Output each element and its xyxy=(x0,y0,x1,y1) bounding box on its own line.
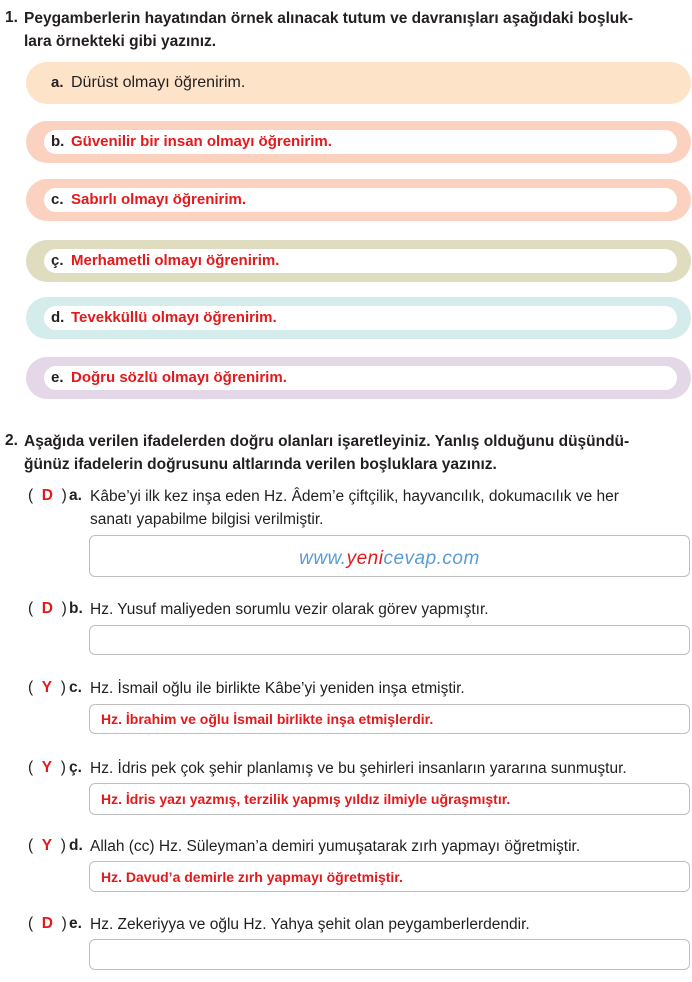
correction-field-e[interactable] xyxy=(89,939,690,970)
answer-text-b: Güvenilir bir insan olmayı öğrenirim. xyxy=(71,133,332,150)
answer-pill-c xyxy=(26,179,691,221)
item-text-b: Hz. Yusuf maliyeden sorumlu vezir olarak görev yapmıştır. xyxy=(90,601,489,618)
mark-value-d: Y xyxy=(41,837,53,854)
answer-text-d: Tevekküllü olmayı öğrenirim. xyxy=(71,309,277,326)
answer-text-cc: Merhametli olmayı öğrenirim. xyxy=(71,252,280,269)
answer-pill-e xyxy=(26,357,691,399)
correction-field-cc[interactable] xyxy=(89,783,690,815)
question-2-text-line1: Aşağıda verilen ifadelerden doğru olanları işaretleyiniz. Yanlış olduğunu düşündü- xyxy=(24,433,630,450)
answer-pill-d xyxy=(26,297,691,339)
item-letter-c: c. xyxy=(69,679,82,696)
true-false-mark-d: ( Y ) xyxy=(28,837,66,854)
item-text-a-line2: sanatı yapabilme bilgisi verilmiştir. xyxy=(90,511,324,528)
correction-text-c: Hz. İbrahim ve oğlu İsmail birlikte inşa etmişlerdir. xyxy=(101,711,434,727)
mark-value-c: Y xyxy=(41,679,53,696)
mark-value-a: D xyxy=(41,487,53,504)
answer-pill-a xyxy=(26,62,691,104)
correction-field-b[interactable] xyxy=(89,625,690,655)
answer-text-c: Sabırlı olmayı öğrenirim. xyxy=(71,191,247,208)
item-letter-a: a. xyxy=(69,487,82,504)
item-letter-e: e. xyxy=(69,915,82,932)
item-letter-d: d. xyxy=(69,837,83,854)
answer-label-cc: ç. xyxy=(51,252,64,269)
answer-label-c: c. xyxy=(51,191,64,208)
answer-label-a: a. xyxy=(51,74,64,91)
watermark: www.yenicevap.com xyxy=(299,548,480,569)
mark-value-e: D xyxy=(41,915,53,932)
answer-text-a: Dürüst olmayı öğrenirim. xyxy=(71,74,246,91)
mark-value-cc: Y xyxy=(41,759,53,776)
item-text-e: Hz. Zekeriyya ve oğlu Hz. Yahya şehit olan peygamberlerdendir. xyxy=(90,916,530,933)
question-1-text-line2: lara örnekteki gibi yazınız. xyxy=(24,33,217,50)
item-letter-b: b. xyxy=(69,600,83,617)
question-1-number: 1. xyxy=(5,9,18,26)
answer-pill-b xyxy=(26,121,691,163)
true-false-mark-a: ( D ) xyxy=(28,487,67,504)
question-1-text-line1: Peygamberlerin hayatından örnek alınacak tutum ve davranışları aşağıdaki boşluk- xyxy=(24,10,634,27)
true-false-mark-c: ( Y ) xyxy=(28,679,66,696)
correction-field-a[interactable] xyxy=(89,535,690,577)
item-text-cc: Hz. İdris pek çok şehir planlamış ve bu şehirleri insanların yararına sunmuştur. xyxy=(90,760,627,777)
correction-field-c[interactable] xyxy=(89,704,690,734)
answer-text-e: Doğru sözlü olmayı öğrenirim. xyxy=(71,369,287,386)
question-2-number: 2. xyxy=(5,432,18,449)
correction-text-d: Hz. Davud’a demirle zırh yapmayı öğretmiştir. xyxy=(101,869,403,885)
item-letter-cc: ç. xyxy=(69,759,82,776)
answer-label-b: b. xyxy=(51,133,65,150)
mark-value-b: D xyxy=(41,600,53,617)
item-text-a-line1: Kâbe’yi ilk kez inşa eden Hz. Âdem’e çiftçilik, hayvancılık, dokumacılık ve her xyxy=(90,488,619,505)
answer-label-d: d. xyxy=(51,309,65,326)
item-text-d: Allah (cc) Hz. Süleyman’a demiri yumuşatarak zırh yapmayı öğretmiştir. xyxy=(90,838,581,855)
true-false-mark-cc: ( Y ) xyxy=(28,759,66,776)
true-false-mark-b: ( D ) xyxy=(28,600,67,617)
true-false-mark-e: ( D ) xyxy=(28,915,67,932)
correction-text-cc: Hz. İdris yazı yazmış, terzilik yapmış yıldız ilmiyle uğraşmıştır. xyxy=(101,791,511,807)
correction-field-d[interactable] xyxy=(89,861,690,892)
question-2-text-line2: ğünüz ifadelerin doğrusunu altlarında verilen boşluklara yazınız. xyxy=(24,456,497,473)
answer-label-e: e. xyxy=(51,369,64,386)
answer-pill-cc xyxy=(26,240,691,282)
item-text-c: Hz. İsmail oğlu ile birlikte Kâbe’yi yeniden inşa etmiştir. xyxy=(90,680,465,697)
